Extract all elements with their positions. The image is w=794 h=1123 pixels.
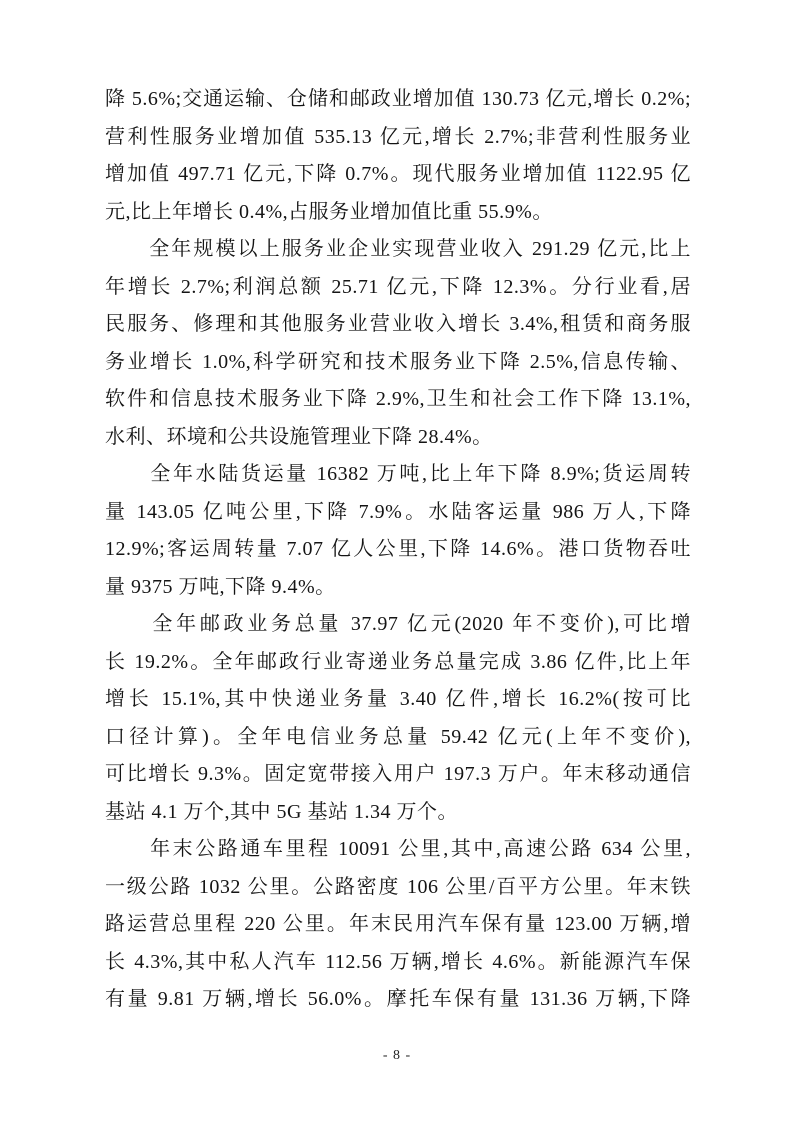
text-line: 一级公路 1032 公里。公路密度 106 公里/百平方公里。年末铁 bbox=[105, 875, 691, 898]
text-line: 全年规模以上服务业企业实现营业收入 291.29 亿元,比上 bbox=[105, 238, 691, 260]
text-line: 量 143.05 亿吨公里,下降 7.9%。水陆客运量 986 万人,下降 bbox=[105, 500, 691, 523]
text-line: 降 5.6%;交通运输、仓储和邮政业增加值 130.73 亿元,增长 0.2%; bbox=[105, 88, 691, 110]
text-line: 营利性服务业增加值 535.13 亿元,增长 2.7%;非营利性服务业 bbox=[105, 125, 691, 148]
text-line: 民服务、修理和其他服务业营业收入增长 3.4%,租赁和商务服 bbox=[105, 313, 691, 335]
text-line: 全年水陆货运量 16382 万吨,比上年下降 8.9%;货运周转 bbox=[105, 463, 691, 485]
paragraph bbox=[105, 831, 691, 1019]
text-line: 口径计算)。全年电信业务总量 59.42 亿元(上年不变价), bbox=[105, 725, 691, 748]
text-line: 路运营总里程 220 公里。年末民用汽车保有量 123.00 万辆,增 bbox=[105, 913, 691, 935]
paragraph bbox=[105, 231, 691, 456]
text-line: 全年邮政业务总量 37.97 亿元(2020 年不变价),可比增 bbox=[105, 613, 691, 635]
page-footer bbox=[0, 1048, 794, 1064]
text-line: 12.9%;客运周转量 7.07 亿人公里,下降 14.6%。港口货物吞吐 bbox=[105, 538, 691, 560]
text-line: 基站 4.1 万个,其中 5G 基站 1.34 万个。 bbox=[105, 800, 458, 823]
text-line: 年增长 2.7%;利润总额 25.71 亿元,下降 12.3%。分行业看,居 bbox=[105, 275, 691, 298]
paragraph bbox=[105, 456, 691, 606]
text-line: 长 4.3%,其中私人汽车 112.56 万辆,增长 4.6%。新能源汽车保 bbox=[105, 950, 691, 973]
page-number: - 8 - bbox=[382, 1048, 412, 1063]
text-line: 元,比上年增长 0.4%,占服务业增加值比重 55.9%。 bbox=[105, 200, 553, 223]
paragraph bbox=[105, 81, 691, 231]
text-line: 长 19.2%。全年邮政行业寄递业务总量完成 3.86 亿件,比上年 bbox=[105, 650, 691, 673]
text-line: 增长 15.1%,其中快递业务量 3.40 亿件,增长 16.2%(按可比 bbox=[105, 688, 691, 710]
text-line: 有量 9.81 万辆,增长 56.0%。摩托车保有量 131.36 万辆,下降 bbox=[105, 988, 691, 1010]
text-line: 可比增长 9.3%。固定宽带接入用户 197.3 万户。年末移动通信 bbox=[105, 763, 691, 785]
text-line: 年末公路通车里程 10091 公里,其中,高速公路 634 公里, bbox=[105, 838, 691, 860]
paragraph bbox=[105, 606, 691, 831]
text-line: 软件和信息技术服务业下降 2.9%,卫生和社会工作下降 13.1%, bbox=[105, 388, 691, 410]
text-line: 量 9375 万吨,下降 9.4%。 bbox=[105, 575, 336, 598]
text-block bbox=[105, 81, 691, 1019]
text-line: 水利、环境和公共设施管理业下降 28.4%。 bbox=[105, 425, 493, 448]
text-line: 增加值 497.71 亿元,下降 0.7%。现代服务业增加值 1122.95 亿 bbox=[105, 163, 691, 185]
text-line: 务业增长 1.0%,科学研究和技术服务业下降 2.5%,信息传输、 bbox=[105, 350, 691, 373]
